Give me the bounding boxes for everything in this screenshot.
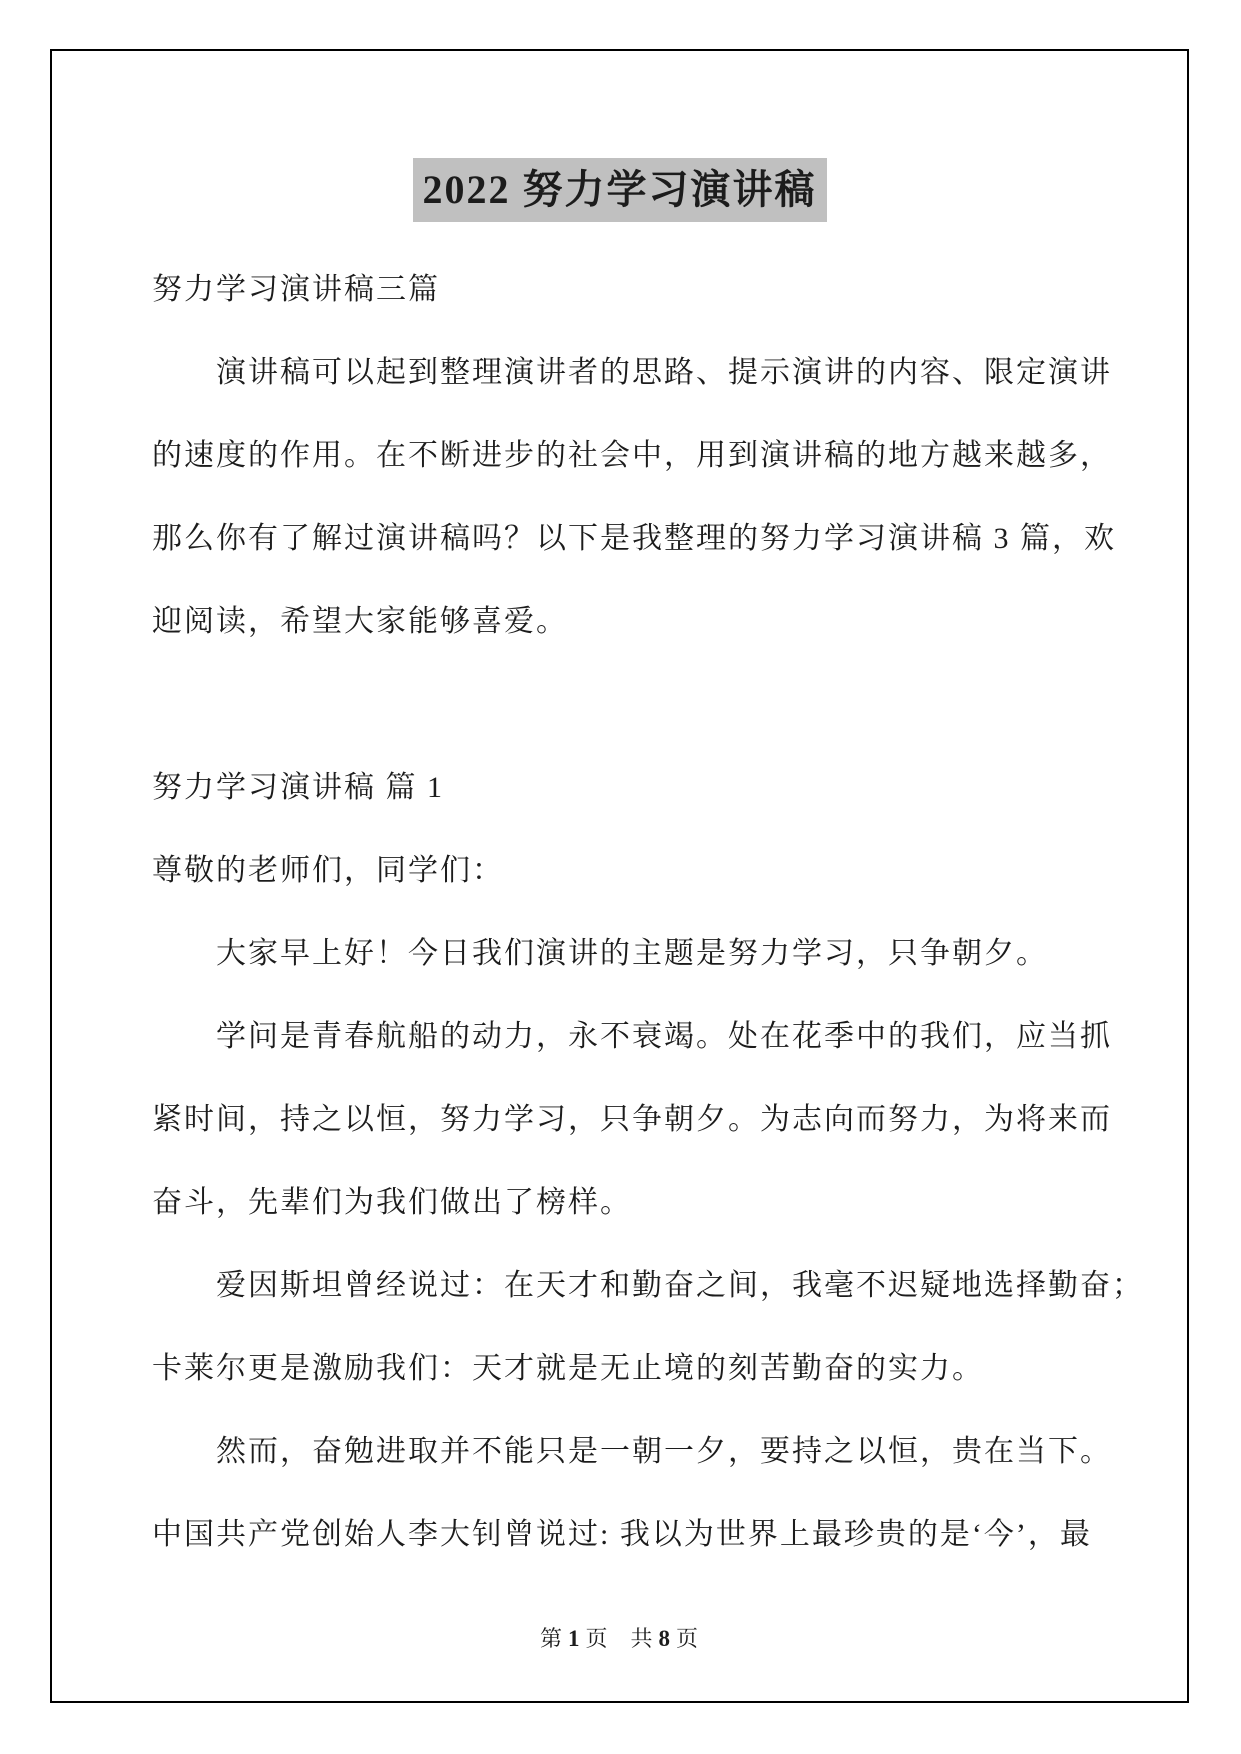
footer-total-number: 8 bbox=[658, 1626, 672, 1651]
text-line: 卡莱尔更是激励我们：天才就是无止境的刻苦勤奋的实力。 bbox=[152, 1352, 984, 1385]
text-line: 演讲稿可以起到整理演讲者的思路、提示演讲的内容、限定演讲 bbox=[216, 356, 1112, 389]
footer-page-suffix: 页 bbox=[585, 1626, 609, 1651]
text-line: 奋斗，先辈们为我们做出了榜样。 bbox=[152, 1186, 632, 1219]
title-row bbox=[50, 158, 1189, 222]
page-footer bbox=[50, 1622, 1189, 1653]
text-lines bbox=[152, 248, 1144, 1576]
text-line: 大家早上好！今日我们演讲的主题是努力学习，只争朝夕。 bbox=[216, 937, 1048, 970]
text-line: 爱因斯坦曾经说过：在天才和勤奋之间，我毫不迟疑地选择勤奋； bbox=[216, 1269, 1144, 1302]
text-line: 的速度的作用。在不断进步的社会中，用到演讲稿的地方越来越多， bbox=[152, 439, 1112, 472]
text-line: 努力学习演讲稿三篇 bbox=[152, 273, 440, 306]
text-line: 学问是青春航船的动力，永不衰竭。处在花季中的我们，应当抓 bbox=[216, 1020, 1112, 1053]
footer-total-suffix: 页 bbox=[676, 1626, 700, 1651]
text-line: 那么你有了解过演讲稿吗？以下是我整理的努力学习演讲稿 3 篇，欢 bbox=[152, 522, 1116, 555]
footer-total-prefix: 共 bbox=[630, 1626, 654, 1651]
footer-page-number: 1 bbox=[567, 1626, 581, 1651]
text-line: 中国共产党创始人李大钊曾说过: 我以为世界上最珍贵的是‘今’，最 bbox=[152, 1518, 1092, 1551]
text-line: 紧时间，持之以恒，努力学习，只争朝夕。为志向而努力，为将来而 bbox=[152, 1103, 1112, 1136]
text-line: 尊敬的老师们，同学们： bbox=[152, 854, 504, 887]
text-line: 努力学习演讲稿 篇 1 bbox=[152, 771, 444, 804]
text-line: 然而，奋勉进取并不能只是一朝一夕，要持之以恒，贵在当下。 bbox=[216, 1435, 1112, 1468]
footer-page-prefix: 第 bbox=[539, 1626, 563, 1651]
text-line: 迎阅读，希望大家能够喜爱。 bbox=[152, 605, 568, 638]
text-line bbox=[152, 663, 1137, 746]
page-title: 2022 努力学习演讲稿 bbox=[413, 158, 827, 222]
